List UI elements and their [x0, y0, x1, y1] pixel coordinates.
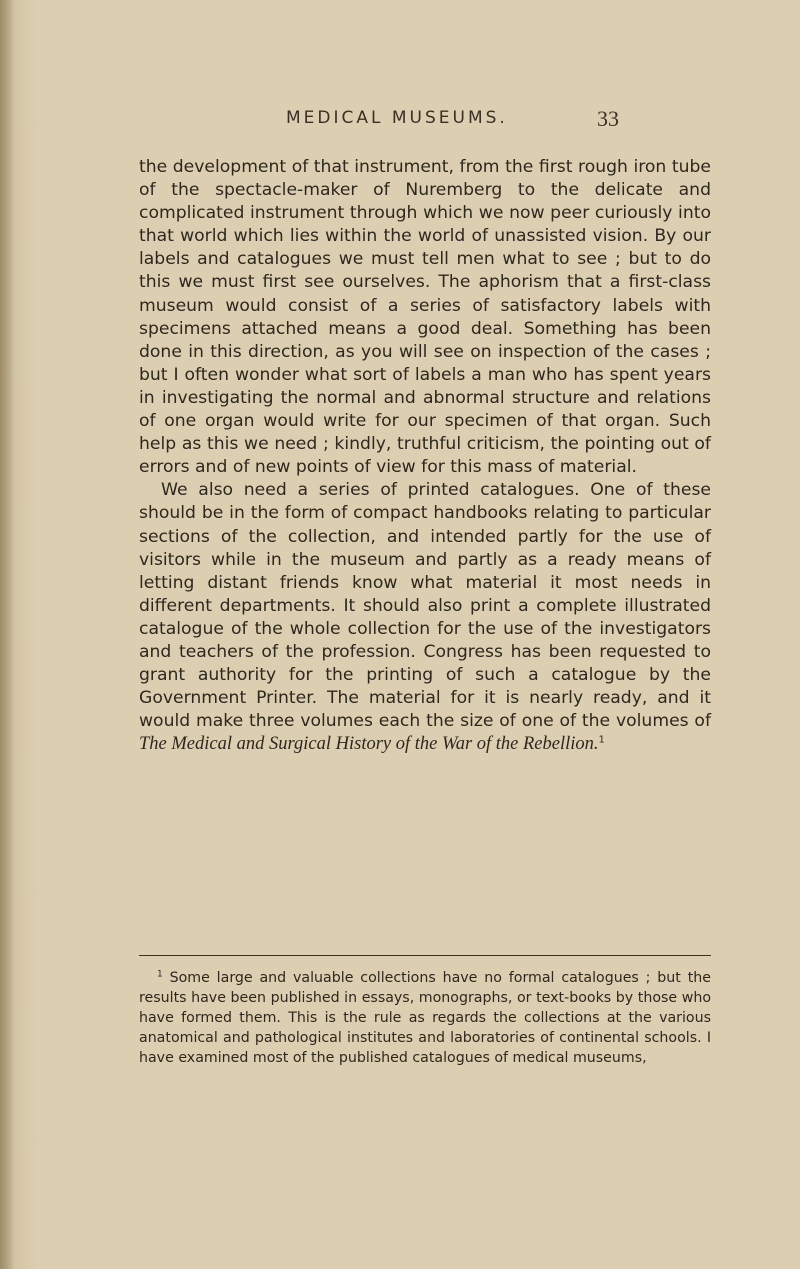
- footnote-text: Some large and valuable collections have no formal catalogues ; but the results have been published in essays, monographs, or text-books by those who have formed them. This is the rule as regards the collections at the various anatomical and pathological institutes and laboratories of continental schools. I have examined most of the published catalogues of medical museums,: [139, 970, 712, 1066]
- running-title: MEDICAL MUSEUMS.: [286, 108, 508, 128]
- paragraph-2: [139, 479, 711, 756]
- footnote-marker: 1: [157, 969, 163, 980]
- footnote-reference: 1: [598, 734, 605, 746]
- body-text: [139, 156, 711, 756]
- paragraph-1: the development of that instrument, from the first rough iron tube of the spectacle-maker of Nuremberg to the delicate and complicated instrument through which we now peer curiously into that world which lies within the world of unassisted vision. By our labels and catalogues we must tell men what to see ; but to do this we must first see ourselves. The aphorism that a first-class museum would consist of a series of satisfactory labels with specimens attached means a good deal. Something has been done in this direction, as you will see on inspection of the cases ; but I often wonder what sort of labels a man who has spent years in investigating the normal and abnormal structure and relations of one organ would write for our specimen of that organ. Such help as this we need ; kindly, truthful criticism, the pointing out of errors and of new points of view for this mass of material.: [139, 157, 711, 478]
- page-gutter-shadow: [0, 0, 14, 1269]
- running-head: [0, 108, 800, 138]
- footnote-paragraph: [139, 968, 711, 1068]
- paragraph-2-text: We also need a series of printed catalogues. One of these should be in the form of compact handbooks relating to particular sections of the collection, and intended partly for the use of visitors while in the museum and partly as a ready means of letting distant friends know what material it most needs in different departments. It should also print a complete illustrated catalogue of the whole collection for the use of the investigators and teachers of the profession. Congress has been requested to grant authority for the printing of such a catalogue by the Government Printer. The material for it is nearly ready, and it would make three volumes each the size of one of the volumes of: [139, 480, 711, 732]
- footnote: [139, 968, 711, 1068]
- book-title-italic: The Medical and Surgical History of the War of the Rebellion.: [139, 734, 599, 755]
- page-number: 33: [597, 106, 619, 131]
- footnote-rule: [139, 955, 711, 956]
